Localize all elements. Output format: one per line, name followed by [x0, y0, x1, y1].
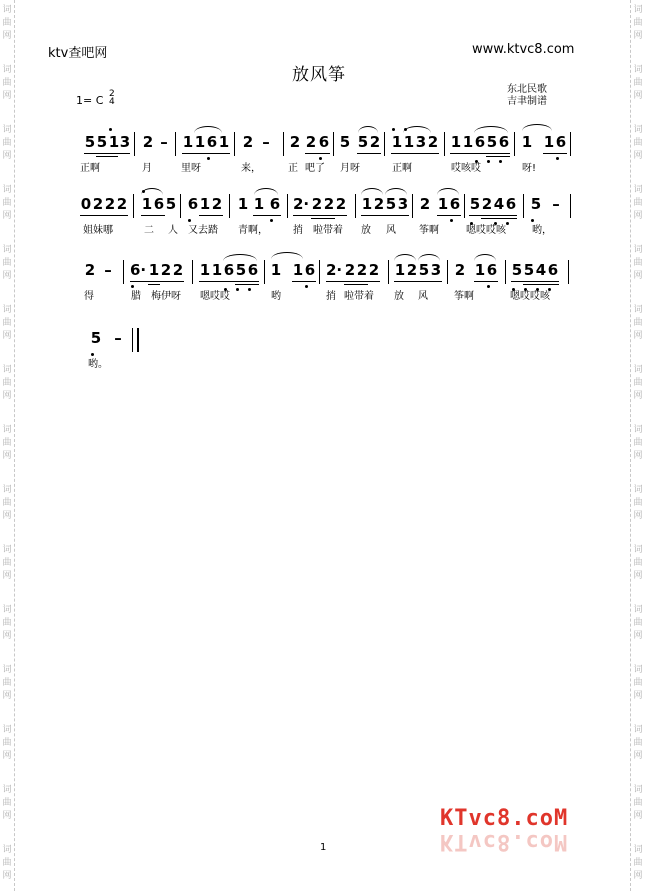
note: 1 — [394, 261, 406, 279]
note: 5 — [165, 195, 177, 213]
note: 1 — [182, 133, 194, 151]
note: – — [262, 133, 270, 151]
note: 3 — [430, 261, 442, 279]
watermark-char: 词 — [2, 365, 12, 375]
watermark-char: 曲 — [633, 258, 643, 268]
note: – — [104, 261, 112, 279]
note: 1 — [199, 195, 211, 213]
note: 2 — [419, 195, 431, 213]
note: 1 — [361, 195, 373, 213]
note: 6 — [269, 195, 281, 213]
time-top: 2 — [109, 89, 115, 99]
note: 3 — [415, 133, 427, 151]
watermark-char: 曲 — [2, 618, 12, 628]
watermark-char: 曲 — [633, 738, 643, 748]
watermark-char: 曲 — [633, 798, 643, 808]
watermark-char: 词 — [633, 65, 643, 75]
lyric: 放 — [394, 291, 404, 302]
lyric: 嗯哎哎咳 — [466, 225, 506, 236]
note: 1 — [253, 195, 265, 213]
watermark-char: 词 — [633, 545, 643, 555]
song-arranger: 吉聿制谱 — [507, 96, 547, 107]
note: 2· — [293, 195, 310, 213]
note: 5 — [511, 261, 523, 279]
lyric: 哎咳哎 — [451, 163, 481, 174]
note: 5 — [357, 133, 369, 151]
note: 6 — [474, 133, 486, 151]
note: 1 — [474, 261, 486, 279]
watermark-char: 网 — [2, 91, 12, 101]
watermark-char: 曲 — [2, 78, 12, 88]
watermark-char: 词 — [2, 65, 12, 75]
note: 5 — [84, 133, 96, 151]
watermark-char: 词 — [2, 125, 12, 135]
final-barline — [132, 328, 139, 352]
note: 5 — [339, 133, 351, 151]
note: – — [114, 329, 122, 347]
note: 1 — [141, 195, 153, 213]
note: 5 — [523, 261, 535, 279]
watermark-char: 网 — [2, 811, 12, 821]
watermark-char: 词 — [2, 665, 12, 675]
lyric: 月 — [142, 163, 152, 174]
note: – — [160, 133, 168, 151]
watermark-char: 词 — [2, 245, 12, 255]
note: 2 — [305, 133, 317, 151]
note: 1 — [108, 133, 120, 151]
note: 1 — [391, 133, 403, 151]
watermark-char: 词 — [2, 425, 12, 435]
note: 5 — [530, 195, 542, 213]
note: 6 — [223, 261, 235, 279]
watermark-char: 词 — [2, 725, 12, 735]
watermark-char: 网 — [633, 691, 643, 701]
lyric: 嗯哎哎咳 — [510, 291, 550, 302]
lyric: 正啊 — [80, 163, 100, 174]
watermark-char: 词 — [2, 5, 12, 15]
watermark-char: 网 — [2, 691, 12, 701]
note: 5 — [385, 195, 397, 213]
watermark-char: 网 — [2, 391, 12, 401]
watermark-char: 网 — [2, 211, 12, 221]
lyric: 风 — [386, 225, 396, 236]
watermark-char: 词 — [2, 545, 12, 555]
watermark-char: 曲 — [2, 678, 12, 688]
lyric: 风 — [418, 291, 428, 302]
lyric: 得 — [84, 291, 94, 302]
watermark-char: 词 — [633, 5, 643, 15]
note: 1 — [543, 133, 555, 151]
note: 1 — [194, 133, 206, 151]
watermark-char: 网 — [2, 631, 12, 641]
watermark-char: 词 — [633, 665, 643, 675]
watermark-char: 曲 — [2, 438, 12, 448]
note: 1 — [450, 133, 462, 151]
watermark-char: 曲 — [2, 498, 12, 508]
note: 2 — [116, 195, 128, 213]
watermark-char: 网 — [2, 151, 12, 161]
watermark-char: 词 — [633, 365, 643, 375]
note: 5 — [486, 133, 498, 151]
lyric: 哟 — [271, 291, 281, 302]
watermark-char: 曲 — [633, 318, 643, 328]
watermark-char: 网 — [633, 751, 643, 761]
watermark-char: 曲 — [633, 378, 643, 388]
watermark-char: 曲 — [2, 738, 12, 748]
note: 2 — [454, 261, 466, 279]
watermark-char: 词 — [633, 125, 643, 135]
note: 2 — [211, 195, 223, 213]
note: 6 — [505, 195, 517, 213]
watermark-char: 曲 — [2, 198, 12, 208]
note: 6 — [187, 195, 199, 213]
note: 6 — [304, 261, 316, 279]
watermark-char: 曲 — [633, 78, 643, 88]
watermark-char: 曲 — [633, 198, 643, 208]
note: 6 — [547, 261, 559, 279]
lyric: 二 — [144, 225, 154, 236]
watermark-char: 网 — [633, 871, 643, 881]
watermark-char: 网 — [2, 571, 12, 581]
lyric: 腊 — [131, 291, 141, 302]
lyric: 吧了 — [305, 163, 325, 174]
note: 1 — [218, 133, 230, 151]
lyric: 哟。 — [88, 359, 108, 370]
note: 2 — [373, 195, 385, 213]
note: 5 — [469, 195, 481, 213]
watermark-char: 网 — [2, 871, 12, 881]
lyric: 嗯哎哎 — [200, 291, 230, 302]
watermark-char: 词 — [633, 845, 643, 855]
note: 0 — [80, 195, 92, 213]
lyric: 来， — [241, 163, 261, 174]
watermark-char: 网 — [633, 571, 643, 581]
note: 1 — [403, 133, 415, 151]
watermark-char: 词 — [633, 485, 643, 495]
note: 6 — [449, 195, 461, 213]
watermark-char: 网 — [2, 511, 12, 521]
note: 3 — [397, 195, 409, 213]
watermark-char: 网 — [2, 451, 12, 461]
note: 2 — [142, 133, 154, 151]
watermark-char: 网 — [2, 31, 12, 41]
note: 2 — [335, 195, 347, 213]
watermark-char: 词 — [633, 245, 643, 255]
note: 6· — [130, 261, 147, 279]
lyric: 正 — [288, 163, 298, 174]
note: 6 — [486, 261, 498, 279]
note: 2 — [356, 261, 368, 279]
note: 2 — [311, 195, 323, 213]
note: 6 — [247, 261, 259, 279]
note: 2 — [242, 133, 254, 151]
time-bottom: 4 — [109, 97, 115, 107]
notation-line-3 — [0, 248, 645, 288]
note: 5 — [90, 329, 102, 347]
lyric: 青啊， — [238, 225, 268, 236]
watermark-char: 词 — [633, 725, 643, 735]
note: 2 — [427, 133, 439, 151]
watermark-char: 词 — [633, 785, 643, 795]
site-name: ktv查吧网 — [48, 46, 108, 61]
note: 2 — [481, 195, 493, 213]
lyric: 人 — [168, 225, 178, 236]
lyric: 梅伊呀 — [151, 291, 181, 302]
site-logo: KTvc8.coM — [440, 806, 569, 831]
watermark-char: 网 — [633, 91, 643, 101]
watermark-char: 曲 — [633, 678, 643, 688]
note: 1 — [462, 133, 474, 151]
note: 2 — [323, 195, 335, 213]
watermark-char: 网 — [633, 511, 643, 521]
note: 5 — [235, 261, 247, 279]
watermark-char: 网 — [633, 391, 643, 401]
note: 1 — [211, 261, 223, 279]
note: 6 — [555, 133, 567, 151]
lyric: 正啊 — [392, 163, 412, 174]
watermark-char: 网 — [633, 811, 643, 821]
lyric: 捎 — [293, 225, 303, 236]
note: 1 — [270, 261, 282, 279]
page-number: 1 — [320, 842, 327, 853]
watermark-char: 曲 — [633, 858, 643, 868]
note: 1 — [237, 195, 249, 213]
watermark-char: 曲 — [633, 558, 643, 568]
note: 4 — [535, 261, 547, 279]
watermark-char: 词 — [2, 305, 12, 315]
lyric: 姐妹哪 — [83, 225, 113, 236]
watermark-char: 词 — [633, 305, 643, 315]
lyric: 呀! — [522, 163, 537, 174]
site-url[interactable]: www.ktvc8.com — [472, 42, 575, 57]
note: 2 — [368, 261, 380, 279]
lyric: 捎 — [326, 291, 336, 302]
note: 2 — [104, 195, 116, 213]
note: 2 — [84, 261, 96, 279]
note: 5 — [96, 133, 108, 151]
watermark-char: 网 — [633, 151, 643, 161]
time-signature — [109, 90, 115, 106]
watermark-char: 网 — [633, 271, 643, 281]
watermark-char: 曲 — [2, 858, 12, 868]
watermark-char: 曲 — [633, 618, 643, 628]
score-line-4 — [0, 316, 645, 396]
watermark-char: 词 — [2, 785, 12, 795]
note: 2 — [369, 133, 381, 151]
watermark-char: 词 — [2, 605, 12, 615]
watermark-char: 曲 — [2, 18, 12, 28]
lyric: 啦带着 — [313, 225, 343, 236]
note: 2· — [326, 261, 343, 279]
watermark-char: 网 — [633, 211, 643, 221]
watermark-char: 网 — [633, 631, 643, 641]
note: 4 — [493, 195, 505, 213]
watermark-char: 网 — [2, 751, 12, 761]
watermark-char: 词 — [633, 425, 643, 435]
site-logo-reflection: KTvc8.coM — [440, 829, 569, 854]
notation-line-4 — [0, 316, 645, 356]
watermark-char: 曲 — [2, 558, 12, 568]
watermark-char: 网 — [2, 331, 12, 341]
watermark-char: 词 — [633, 605, 643, 615]
note: 1 — [292, 261, 304, 279]
note: 2 — [92, 195, 104, 213]
note: 6 — [498, 133, 510, 151]
watermark-char: 曲 — [2, 258, 12, 268]
note: 1 — [199, 261, 211, 279]
watermark-char: 网 — [633, 331, 643, 341]
watermark-char: 网 — [633, 451, 643, 461]
notation-line-1 — [0, 120, 645, 160]
note: 1 — [148, 261, 160, 279]
note: 1 — [437, 195, 449, 213]
lyric: 里呀 — [181, 163, 201, 174]
note: 6 — [153, 195, 165, 213]
watermark-char: 词 — [633, 185, 643, 195]
note: 2 — [344, 261, 356, 279]
watermark-char: 曲 — [633, 18, 643, 28]
note: 2 — [160, 261, 172, 279]
key-signature: 1= C — [76, 94, 104, 107]
lyric: 筝啊 — [419, 225, 439, 236]
watermark-char: 曲 — [2, 798, 12, 808]
lyric: 放 — [361, 225, 371, 236]
song-origin: 东北民歌 — [507, 84, 547, 95]
note: 3 — [119, 133, 131, 151]
notation-line-2 — [0, 182, 645, 222]
note: – — [552, 195, 560, 213]
lyric: 哟， — [532, 225, 552, 236]
watermark-char: 词 — [2, 845, 12, 855]
watermark-char: 曲 — [633, 138, 643, 148]
note: 5 — [418, 261, 430, 279]
note: 6 — [318, 133, 330, 151]
song-title: 放风筝 — [292, 65, 346, 85]
watermark-char: 曲 — [2, 138, 12, 148]
watermark-char: 曲 — [633, 498, 643, 508]
watermark-char: 曲 — [633, 438, 643, 448]
watermark-char: 词 — [2, 185, 12, 195]
watermark-char: 曲 — [2, 318, 12, 328]
watermark-char: 网 — [2, 271, 12, 281]
note: 1 — [521, 133, 533, 151]
watermark-char: 网 — [633, 31, 643, 41]
note: 2 — [172, 261, 184, 279]
lyric: 啦带着 — [344, 291, 374, 302]
lyric: 又去踏 — [188, 225, 218, 236]
note: 6 — [206, 133, 218, 151]
note: 2 — [406, 261, 418, 279]
watermark-char: 曲 — [2, 378, 12, 388]
lyric: 筝啊 — [454, 291, 474, 302]
lyric: 月呀 — [340, 163, 360, 174]
song-credits — [507, 84, 547, 108]
watermark-char: 词 — [2, 485, 12, 495]
note: 2 — [289, 133, 301, 151]
